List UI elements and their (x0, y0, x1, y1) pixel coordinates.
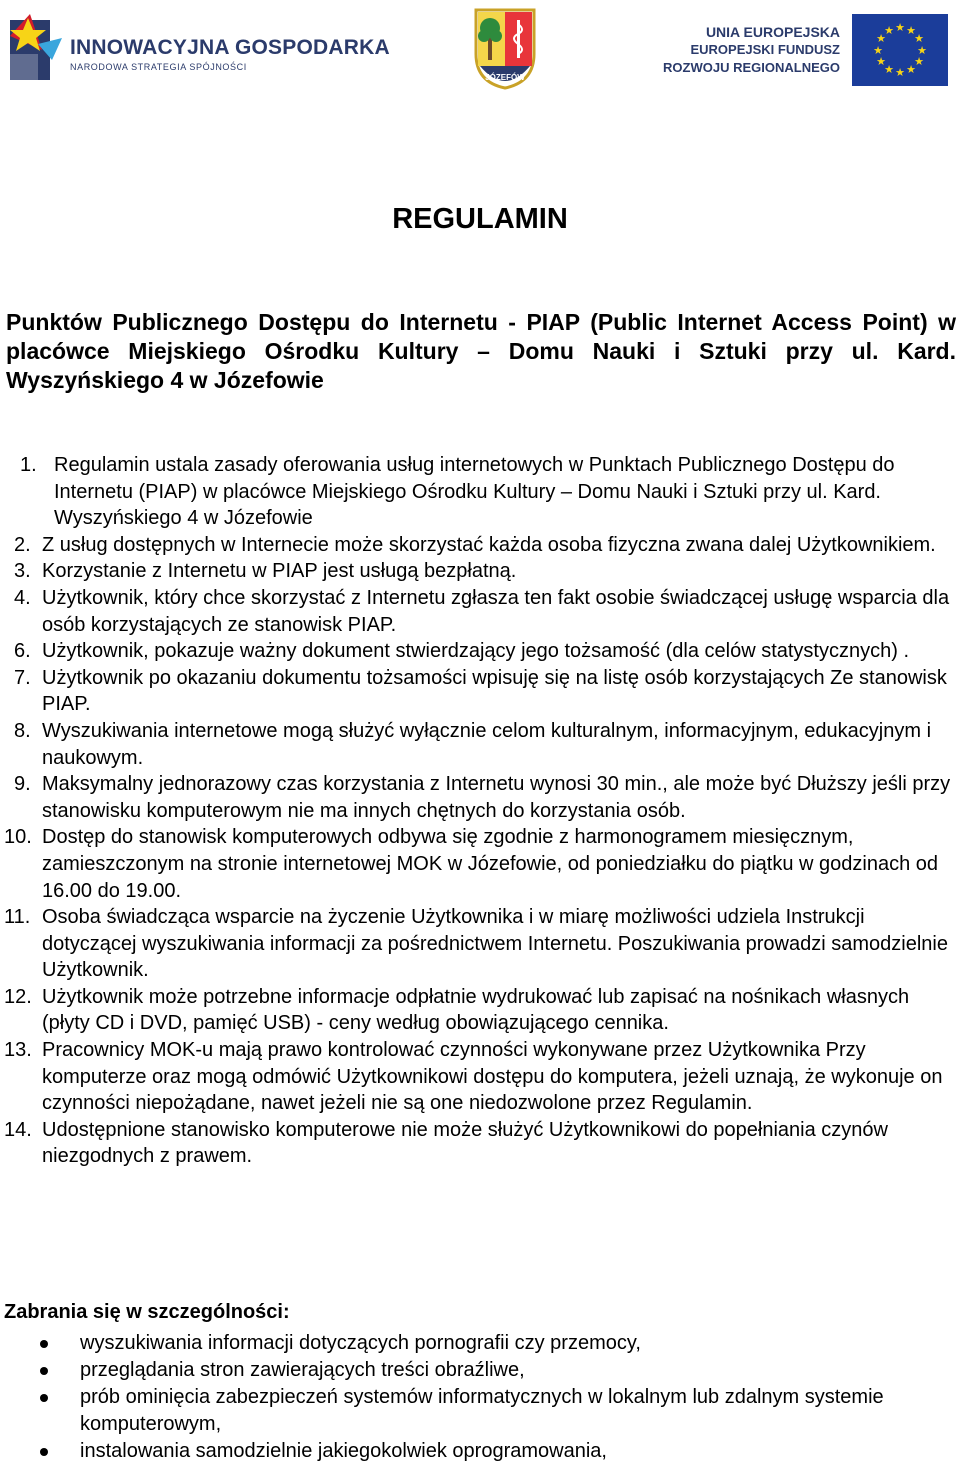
prohibited-item (0, 1384, 960, 1438)
prohibited-heading: Zabrania się w szczególności: (4, 1301, 290, 1323)
svg-text:★: ★ (914, 55, 924, 68)
prohibited-item (0, 1330, 960, 1357)
prohibited-item (0, 1438, 960, 1465)
prohibited-item (0, 1357, 960, 1384)
rule-text: Użytkownik, pokazuje ważny dokument stwierdzający jego tożsamość (dla celów statystycznych) . (42, 640, 910, 663)
svg-text:★: ★ (895, 21, 905, 34)
rule-number: 8. (14, 719, 31, 742)
svg-text:★: ★ (906, 63, 916, 76)
rules-list (0, 452, 960, 1170)
rule-number: 3. (14, 560, 31, 583)
crest-icon (472, 6, 538, 90)
prohibited-item-text: przeglądania stron zawierających treści obraźliwe, (80, 1359, 525, 1381)
rule-text: Maksymalny jednorazowy czas korzystania z Internetu wynosi 30 min., ale może być Dłuższy jeśli przy stanowisku komputerowym nie ma innych chętnych do korzystania osób. (42, 773, 951, 822)
bullet-icon (40, 1448, 48, 1456)
svg-text:★: ★ (906, 24, 916, 37)
rule-item (0, 452, 960, 532)
prohibited-list (0, 1330, 960, 1465)
rule-item (0, 771, 960, 824)
svg-text:★: ★ (876, 32, 886, 45)
svg-text:★: ★ (884, 63, 894, 76)
rule-item (0, 1117, 960, 1170)
rule-item (0, 824, 960, 904)
rule-text: Wyszukiwania internetowe mogą służyć wyłącznie celom kulturalnym, informacyjnym, edukacyjnym i naukowym. (42, 719, 932, 769)
bullet-icon (40, 1367, 48, 1375)
svg-text:★: ★ (895, 66, 905, 79)
svg-text:★: ★ (873, 44, 883, 57)
jozefow-crest-logo (472, 6, 538, 90)
eu-flag-icon (852, 14, 948, 86)
rule-number: 13. (4, 1039, 32, 1062)
rule-number: 1. (20, 454, 37, 476)
rule-number: 4. (14, 586, 31, 609)
innowacyjna-gospodarka-logo (8, 10, 390, 84)
rule-text: Udostępnione stanowisko komputerowe nie może służyć Użytkownikowi do popełniania czynów niezgodnych z prawem. (42, 1118, 888, 1168)
rule-number: 11. (4, 906, 31, 929)
prohibited-item-text: wyszukiwania informacji dotyczących pornografii czy przemocy, (80, 1332, 641, 1354)
eu-logo-line1: UNIA EUROPEJSKA (705, 24, 840, 40)
eu-logo-line3: ROZWOJU REGIONALNEGO (663, 60, 840, 75)
svg-text:★: ★ (914, 32, 924, 45)
rule-text: Użytkownik, który chce skorzystać z Internetu zgłasza ten fakt osobie świadczącej usługę wsparcia dla osób korzystających ze stanowisk PIAP. (42, 586, 950, 636)
rule-item (0, 558, 960, 585)
rule-number: 10. (4, 826, 32, 849)
page-header (0, 0, 960, 100)
prohibited-item-text: instalowania samodzielnie jakiegokolwiek oprogramowania, (80, 1440, 607, 1462)
svg-text:★: ★ (917, 44, 927, 57)
eu-fund-logo (663, 6, 952, 84)
rule-text: Osoba świadcząca wsparcie na życzenie Użytkownika i w miarę możliwości udziela Instrukcji dotyczącej wyszukiwania informacji za pośrednictwem Internetu. Poszukiwania prowadzi samodzielnie Użytkownik. (42, 906, 948, 982)
rule-text: Regulamin ustala zasady oferowania usług internetowych w Punktach Publicznego Dostępu do Internetu (PIAP) w placówce Miejskiego Ośrodku Kultury – Domu Nauki i Sztuki przy ul. Kard. Wyszyńskiego 4 w Józefowie (54, 454, 895, 530)
rule-number: 12. (4, 985, 32, 1008)
rule-item (0, 638, 960, 665)
rule-number: 6. (14, 640, 31, 663)
rule-item (0, 904, 960, 984)
rule-item (0, 532, 960, 559)
rule-item (0, 1037, 960, 1117)
bullet-icon (40, 1340, 48, 1348)
crest-label: JÓZEFÓW (485, 73, 525, 82)
prohibited-item-text: prób ominięcia zabezpieczeń systemów informatycznych w lokalnym lub zdalnym systemie komputerowym, (80, 1386, 884, 1435)
ig-logo-subtitle: NARODOWA STRATEGIA SPÓJNOŚCI (70, 62, 247, 72)
document-title: REGULAMIN (392, 203, 568, 235)
rule-text: Dostęp do stanowisk komputerowych odbywa się zgodnie z harmonogramem miesięcznym, zamieszczonym na stronie internetowej MOK w Józefowie, od poniedziałku do piątku w godzinach od 16.00 do 19.00. (42, 826, 939, 902)
rule-number: 14. (4, 1118, 32, 1141)
rule-text: Korzystanie z Internetu w PIAP jest usługą bezpłatną. (42, 560, 517, 583)
rule-text: Z usług dostępnych w Internecie może skorzystać każda osoba fizyczna zwana dalej Użytkownikiem. (42, 533, 936, 556)
svg-text:★: ★ (876, 55, 886, 68)
rule-item (0, 718, 960, 771)
rule-item (0, 665, 960, 718)
rule-item (0, 585, 960, 638)
rule-number: 7. (14, 666, 31, 689)
rule-text: Użytkownik może potrzebne informacje odpłatnie wydrukować lub zapisać na nośnikach własnych (płyty CD i DVD, pamięć USB) - ceny według obowiązującego cennika. (42, 985, 910, 1035)
eu-logo-line2: EUROPEJSKI FUNDUSZ (690, 42, 840, 57)
rule-text: Użytkownik po okazaniu dokumentu tożsamości wpisuję się na listę osób korzystających Ze stanowisk PIAP. (42, 666, 947, 716)
ig-star-icon (8, 10, 64, 84)
bullet-icon (40, 1394, 48, 1402)
rule-item (0, 984, 960, 1037)
svg-text:★: ★ (884, 24, 894, 37)
rule-number: 9. (14, 773, 31, 796)
ig-logo-title: INNOWACYJNA GOSPODARKA (70, 36, 390, 59)
document-subtitle: Punktów Publicznego Dostępu do Internetu - PIAP (Public Internet Access Point) w placówce Miejskiego Ośrodku Kultury – Domu Nauki i Sztuki przy ul. Kard. Wyszyńskiego 4 w Józefowie (6, 309, 956, 393)
rule-text: Pracownicy MOK-u mają prawo kontrolować czynności wykonywane przez Użytkownika Przy komputerze oraz mogą odmówić Użytkownikowi dostępu do komputera, jeżeli uznają, że wykonuje on czynności niepożądane, nawet jeżeli nie są one niedozwolone przez Regulamin. (42, 1039, 943, 1115)
rule-number: 2. (14, 533, 31, 556)
